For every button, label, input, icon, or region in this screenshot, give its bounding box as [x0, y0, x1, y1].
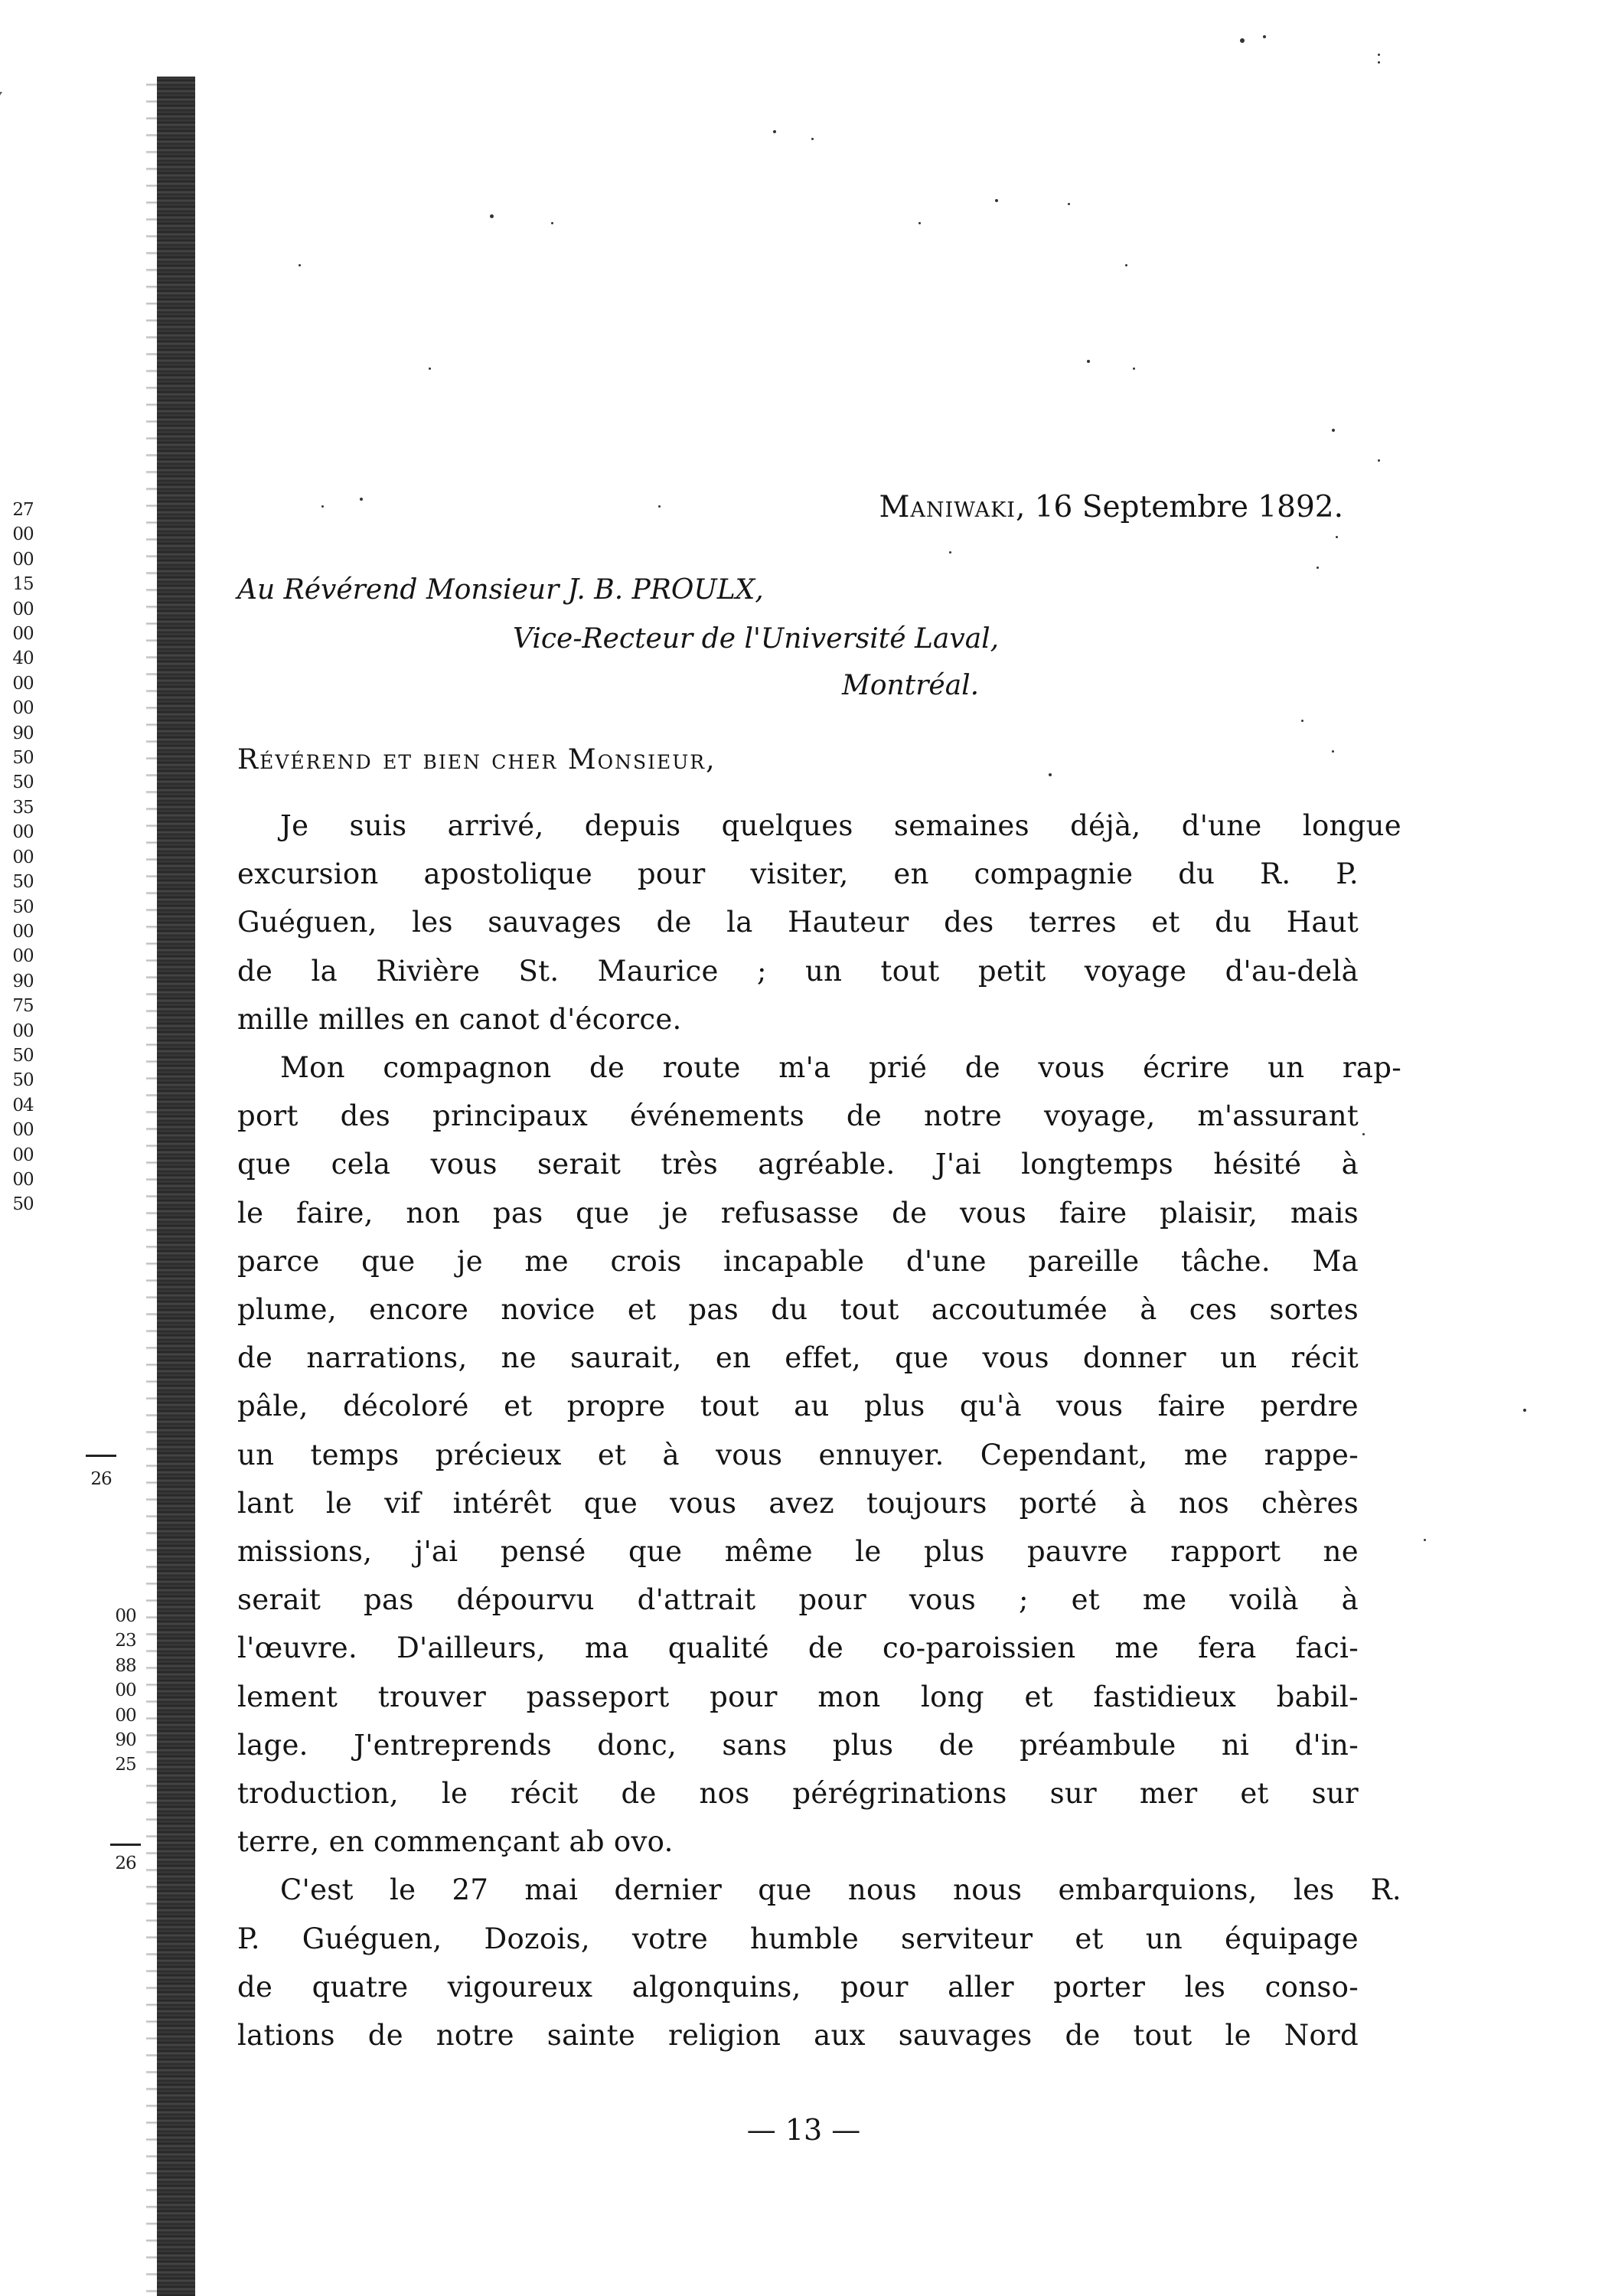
text-line: mille milles en canot d'écorce. [237, 1002, 682, 1036]
ledger-entry: 00 [12, 847, 34, 867]
addressee-name: Au Révérend Monsieur J. B. PROULX, [237, 574, 764, 606]
text-line: C'est le 27 mai dernier que nous nous embarquions, les R. [280, 1873, 1401, 1907]
ledger-entry: 15 [12, 574, 34, 595]
text-line: de quatre vigoureux algonquins, pour aller porter les conso- [237, 1970, 1359, 2004]
ledger-entry: 00 [115, 1680, 136, 1701]
ledger-rule-bottom [110, 1844, 141, 1846]
text-line: serait pas dépourvu d'attrait pour vous ; et me voilà à [237, 1583, 1359, 1617]
ledger-entry: 00 [12, 822, 34, 843]
binding-gutter [157, 77, 195, 2296]
ledger-entry: 00 [12, 1145, 34, 1165]
text-line: troduction, le récit de nos pérégrinations sur mer et sur [237, 1777, 1359, 1810]
ledger-entry: 88 [115, 1655, 136, 1676]
ledger-entry: 00 [115, 1606, 136, 1626]
page-number: — 13 — [746, 2113, 861, 2147]
ledger-column-top [3, 498, 43, 1217]
ledger-entry: 00 [12, 1169, 34, 1190]
dateline-place: Maniwaki [879, 490, 1016, 524]
ledger-entry: 00 [12, 549, 34, 570]
ledger-column-bottom [110, 1604, 141, 1778]
text-line: de narrations, ne saurait, en effet, que vous donner un récit [237, 1341, 1359, 1375]
ledger-total-top: 26 [90, 1469, 112, 1489]
ledger-entry: 50 [12, 1194, 34, 1215]
text-line: pâle, décoloré et propre tout au plus qu'à vous faire perdre [237, 1390, 1359, 1423]
text-line: un temps précieux et à vous ennuyer. Cependant, me rappe- [237, 1438, 1359, 1471]
ledger-entry: 27 [12, 500, 34, 520]
addressee-title: Vice-Recteur de l'Université Laval, [513, 623, 1000, 655]
ledger-entry: 00 [12, 599, 34, 619]
ledger-entry: 50 [12, 897, 34, 917]
text-line: lant le vif intérêt que vous avez toujours porté à nos chères [237, 1486, 1359, 1520]
ledger-entry: 00 [12, 946, 34, 967]
text-line: missions, j'ai pensé que même le plus pauvre rapport ne [237, 1535, 1359, 1568]
text-line: terre, en commençant ab ovo. [237, 1825, 674, 1859]
ledger-entry: 04 [12, 1095, 34, 1115]
ledger-entry: 50 [12, 1070, 34, 1091]
text-line: le faire, non pas que je refusasse de vous faire plaisir, mais [237, 1196, 1359, 1230]
ledger-entry: 23 [115, 1631, 136, 1651]
ledger-entry: 25 [115, 1755, 136, 1775]
text-line: Je suis arrivé, depuis quelques semaines déjà, d'une longue [280, 809, 1401, 842]
ledger-entry: 00 [12, 1120, 34, 1141]
salutation: Révérend et bien cher Monsieur, [237, 744, 716, 776]
ledger-entry: 40 [12, 648, 34, 669]
text-line: l'œuvre. D'ailleurs, ma qualité de co-paroissien me fera faci- [237, 1631, 1359, 1665]
text-line: P. Guéguen, Dozois, votre humble serviteur et un équipage [237, 1922, 1359, 1955]
text-line: parce que je me crois incapable d'une pareille tâche. Ma [237, 1244, 1359, 1278]
ledger-entry: 00 [12, 673, 34, 694]
text-line: lage. J'entreprends donc, sans plus de préambule ni d'in- [237, 1728, 1359, 1762]
ledger-entry: 00 [12, 1021, 34, 1041]
corner-pen-mark [0, 92, 71, 214]
ledger-entry: 35 [12, 797, 34, 818]
text-line: que cela vous serait très agréable. J'ai longtemps hésité à [237, 1148, 1359, 1181]
text-line: excursion apostolique pour visiter, en compagnie du R. P. [237, 857, 1359, 891]
text-line: Mon compagnon de route m'a prié de vous écrire un rap- [280, 1051, 1401, 1084]
addressee-city: Montréal. [842, 670, 980, 701]
ledger-entry: 50 [12, 748, 34, 769]
ledger-entry: 50 [12, 772, 34, 793]
ledger-entry: 90 [12, 723, 34, 743]
ledger-rule-top [86, 1455, 116, 1457]
ledger-entry: 75 [12, 996, 34, 1017]
text-line: Guéguen, les sauvages de la Hauteur des terres et du Haut [237, 906, 1359, 939]
text-line: lations de notre sainte religion aux sauvages de tout le Nord [237, 2019, 1359, 2052]
ledger-entry: 50 [12, 1045, 34, 1066]
ledger-entry: 50 [12, 872, 34, 893]
text-line: lement trouver passeport pour mon long et fastidieux babil- [237, 1680, 1359, 1713]
ledger-entry: 90 [12, 971, 34, 991]
dateline [237, 490, 1343, 525]
ledger-entry: 90 [115, 1730, 136, 1751]
ledger-entry: 00 [115, 1705, 136, 1726]
text-line: port des principaux événements de notre voyage, m'assurant [237, 1099, 1359, 1133]
text-line: plume, encore novice et pas du tout accoutumée à ces sortes [237, 1293, 1359, 1326]
text-line: de la Rivière St. Maurice ; un tout petit voyage d'au-delà [237, 954, 1359, 988]
ledger-entry: 00 [12, 624, 34, 645]
ledger-entry: 00 [12, 698, 34, 719]
dateline-date: , 16 Septembre 1892. [1015, 490, 1343, 524]
ledger-total-bottom: 26 [115, 1853, 136, 1873]
ledger-entry: 00 [12, 524, 34, 545]
ledger-entry: 00 [12, 921, 34, 942]
